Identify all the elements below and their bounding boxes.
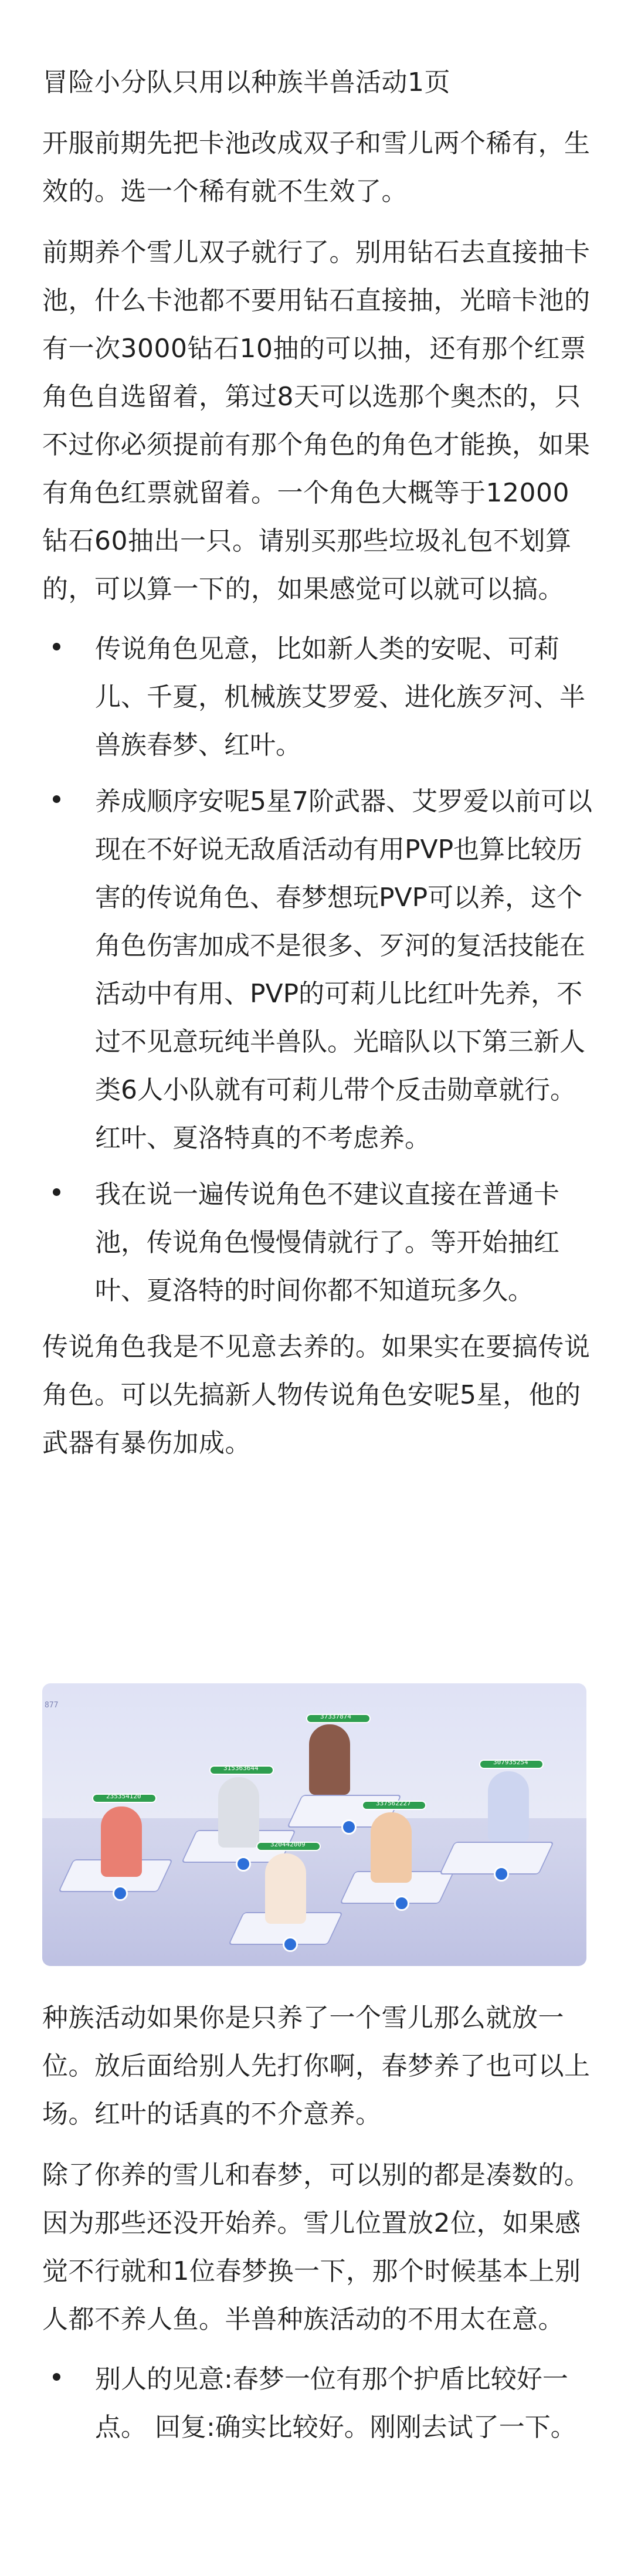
hp-bar (479, 1760, 544, 1769)
game-screenshot (42, 1683, 586, 1966)
character-sprite (309, 1724, 350, 1795)
hp-value: 307935254 (493, 1758, 528, 1766)
hp-value: 315363644 (223, 1764, 259, 1772)
list-item (42, 778, 593, 1162)
article-title: 冒险小分队只用以种族半兽活动1页 (42, 67, 450, 97)
bullet-dot-icon (53, 2373, 60, 2381)
character-sprite (488, 1771, 529, 1842)
character-sprite (371, 1812, 412, 1883)
bullet-list-comments (42, 2355, 593, 2452)
hp-bar (209, 1765, 274, 1775)
hp-value: 320442009 (270, 1841, 306, 1848)
bullet-text: 传说角色见意，比如新人类的安呢、可莉儿、千夏，机械族艾罗爱、进化族歹河、半兽族春梦、红叶。 (95, 634, 585, 760)
article (42, 59, 593, 1467)
bullet-text: 我在说一遍传说角色不建议直接在普通卡池，传说角色慢慢倩就行了。等开始抽红叶、夏洛特的时间你都不知道玩多久。 (95, 1179, 559, 1306)
hp-value: 337562227 (376, 1799, 411, 1807)
hp-bar (256, 1842, 321, 1851)
position-badge-icon (394, 1896, 409, 1911)
list-item (42, 625, 593, 770)
bullet-dot-icon (53, 643, 60, 650)
bullet-dot-icon (53, 795, 60, 803)
hp-value: 235354120 (106, 1792, 141, 1800)
hp-bar (92, 1794, 157, 1803)
character-sprite (218, 1777, 259, 1848)
position-badge-icon (236, 1856, 251, 1872)
hp-bar (306, 1714, 371, 1723)
paragraph-early-game: 前期养个雪儿双子就行了。别用钻石去直接抽卡池，什么卡池都不要用钻石直接抽，光暗卡池的有一次3000钻石10抽的可以抽，还有那个红票角色自选留着，第过8天可以选那个奥杰的，只不过你必须提前有那个角色的角色才能换，如果有角色红票就留着。一个角色大概等于12000钻石60抽出一只。请别买那些垃圾礼包不划算的，可以算一下的，如果感觉可以就可以搞。 (42, 238, 591, 604)
character-sprite (101, 1806, 142, 1877)
paragraph-legendary-advice: 传说角色我是不见意去养的。如果实在要搞传说角色。可以先搞新人物传说角色安呢5星，他的武器有暴伤加成。 (42, 1332, 591, 1458)
position-badge-icon (494, 1866, 509, 1882)
paragraph-positioning: 除了你养的雪儿和春梦，可以别的都是凑数的。因为那些还没开始养。雪儿位置放2位，如果感觉不行就和1位春梦换一下，那个时候基本上别人都不养人鱼。半兽种族活动的不用太在意。 (42, 2160, 591, 2334)
bullet-dot-icon (53, 1188, 60, 1196)
position-badge-icon (283, 1937, 298, 1952)
bullet-text: 养成顺序安呢5星7阶武器、艾罗爱以前可以现在不好说无敌盾活动有用PVP也算比较历害的传说角色、春梦想玩PVP可以养，这个角色伤害加成不是很多、歹河的复活技能在活动中有用、PVP的可莉儿比红叶先养，不过不见意玩纯半兽队。光暗队以下第三新人类6人小队就有可莉儿带个反击勋章就行。红叶、夏洛特真的不考虑养。 (95, 787, 592, 1153)
corner-label: 877 (45, 1701, 59, 1710)
list-item (42, 2355, 593, 2452)
bullet-text: 别人的见意:春梦一位有那个护盾比较好一点。 回复:确实比较好。刚刚去试了一下。 (95, 2364, 576, 2442)
character-sprite (265, 1853, 306, 1924)
article-continued (42, 1994, 593, 2460)
position-badge-icon (341, 1819, 357, 1835)
position-badge-icon (113, 1886, 128, 1901)
paragraph-rarity: 开服前期先把卡池改成双子和雪儿两个稀有，生效的。选一个稀有就不生效了。 (42, 128, 591, 206)
hp-bar (362, 1801, 426, 1810)
paragraph-race-event: 种族活动如果你是只养了一个雪儿那么就放一位。放后面给别人先打你啊，春梦养了也可以上场。红叶的话真的不介意养。 (42, 2003, 591, 2129)
bullet-list-legendary (42, 625, 593, 1315)
list-item (42, 1171, 593, 1315)
hp-value: 37337874 (320, 1713, 351, 1720)
